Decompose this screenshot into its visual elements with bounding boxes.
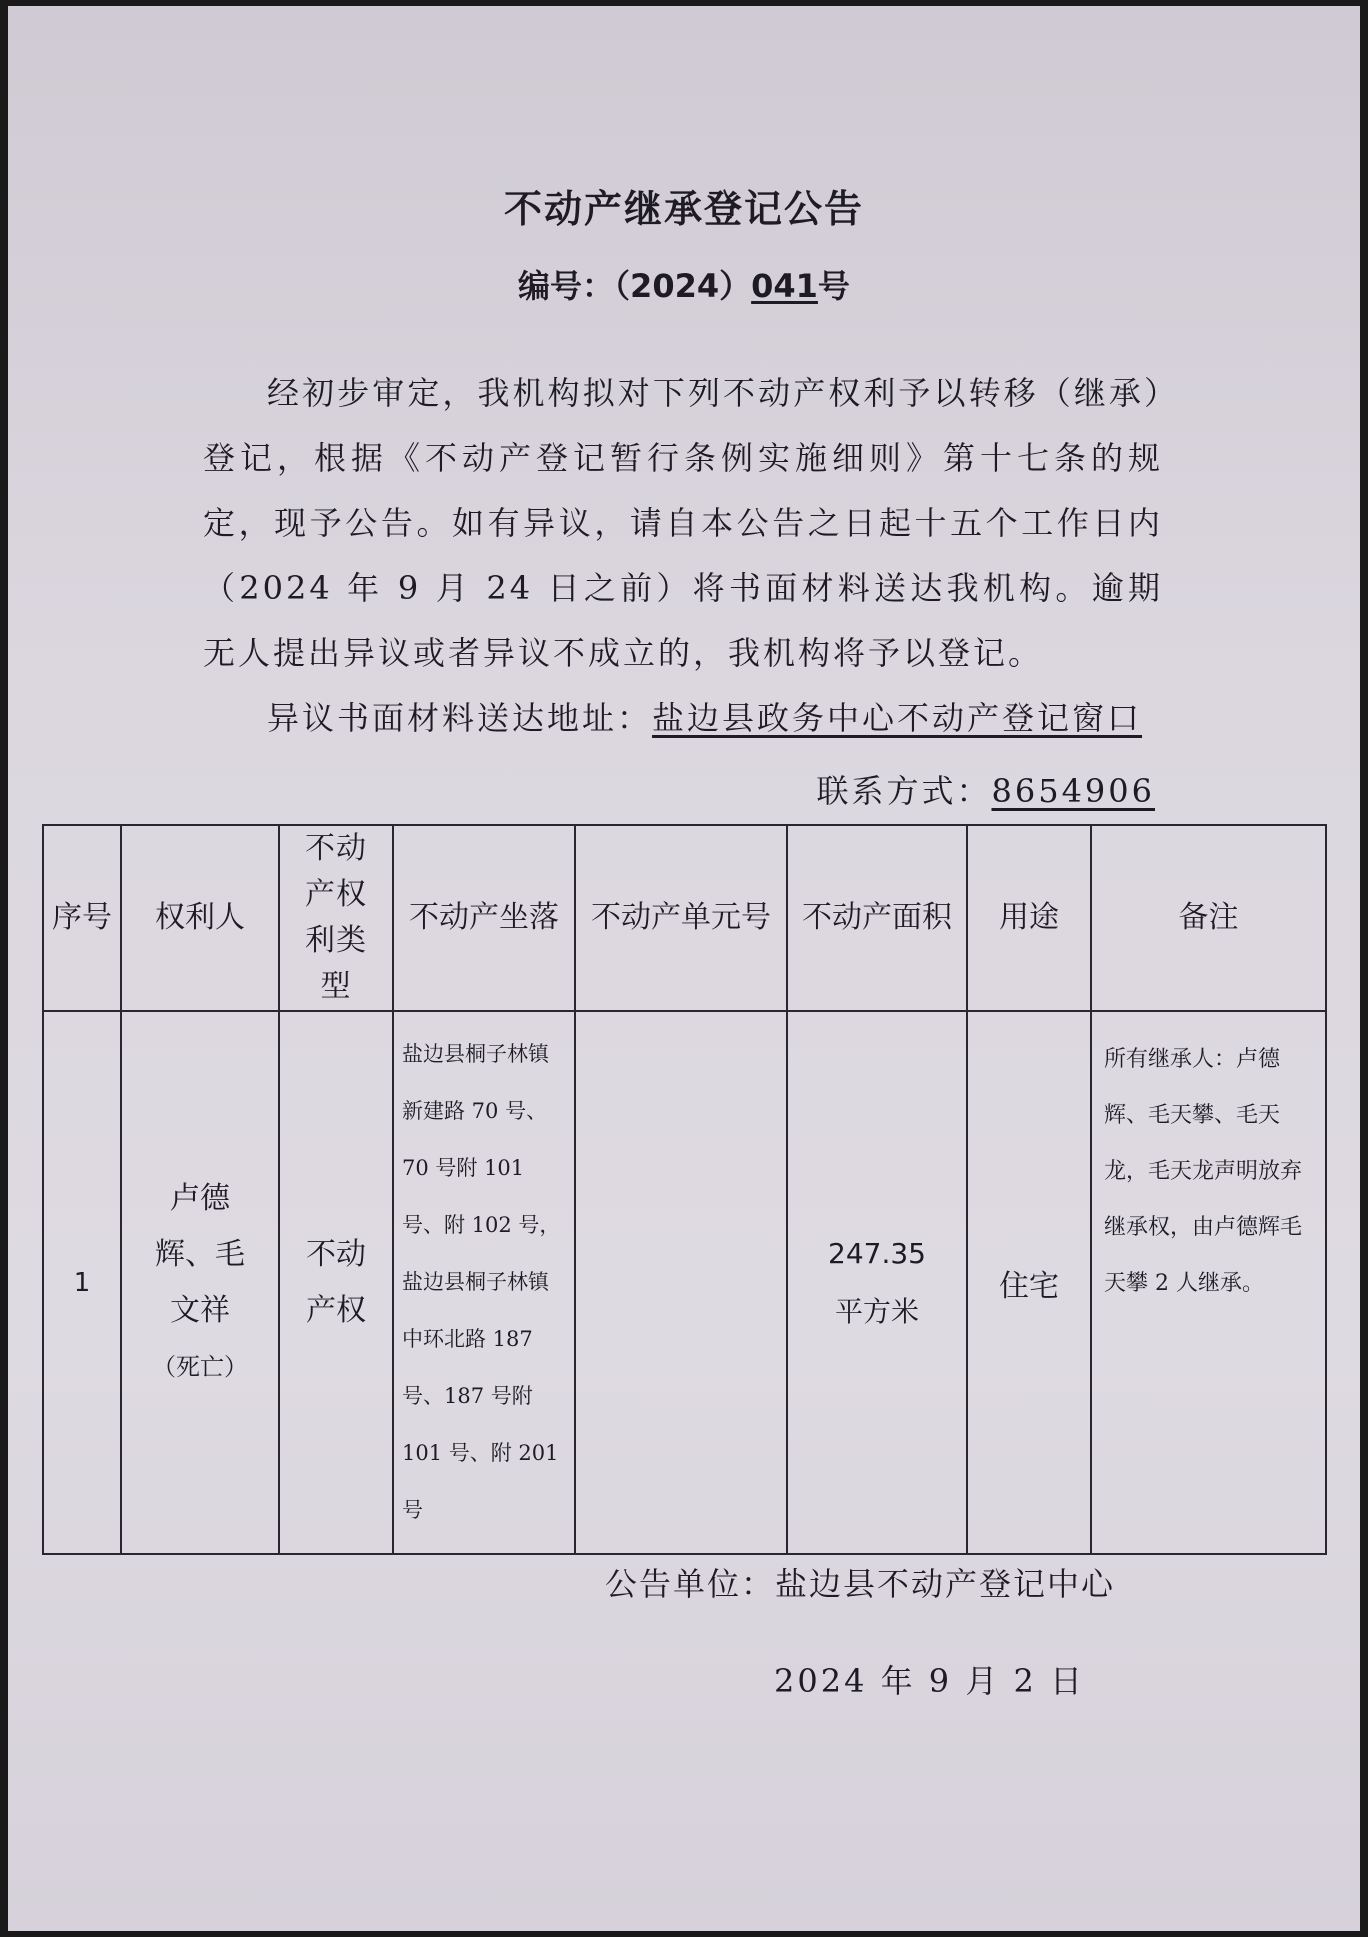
table-row: [43, 1011, 1326, 1554]
header-location: 不动产坐落: [393, 825, 575, 1011]
notice-number-value: 041: [751, 267, 818, 305]
notice-paragraph: 经初步审定，我机构拟对下列不动产权利予以转移（继承）登记，根据《不动产登记暂行条例实施细则》第十七条的规定，现予公告。如有异议，请自本公告之日起十五个工作日内（2024 年 9 月 24 日之前）将书面材料送达我机构。逾期无人提出异议或者异议不成立的，我机构将予以登记。: [203, 374, 1163, 672]
header-seq: 序号: [43, 825, 121, 1011]
cell-remark: 所有继承人：卢德辉、毛天攀、毛天龙，毛天龙声明放弃继承权，由卢德辉毛天攀 2 人继承。: [1091, 1011, 1326, 1554]
cell-location: 盐边县桐子林镇新建路 70 号、70 号附 101 号、附 102 号，盐边县桐子林镇中环北路 187 号、187 号附 101 号、附 201 号: [393, 1011, 575, 1554]
notice-number: [8, 261, 1360, 307]
notice-title: 不动产继承登记公告: [503, 187, 864, 231]
holder-status: （死亡）: [152, 1352, 248, 1381]
cell-unit-no: [575, 1011, 787, 1554]
cell-right-type: 不动产权: [279, 1011, 393, 1554]
header-right-type: 不动产权利类型: [279, 825, 393, 1011]
issuing-unit: [605, 1559, 1115, 1605]
contact-label: 联系方式：: [816, 772, 992, 810]
header-holder: 权利人: [121, 825, 279, 1011]
notice-paper: [8, 6, 1360, 1931]
area-value: 247.35: [828, 1236, 926, 1270]
property-table: [42, 824, 1327, 1555]
address-value: 盐边县政务中心不动产登记窗口: [652, 699, 1143, 737]
cell-holder: [121, 1011, 279, 1554]
issuing-unit-value: 盐边县不动产登记中心: [775, 1565, 1116, 1603]
area-unit: 平方米: [834, 1294, 919, 1328]
header-area: 不动产面积: [787, 825, 967, 1011]
issuing-unit-label: 公告单位：: [605, 1565, 776, 1603]
header-unit-no: 不动产单元号: [575, 825, 787, 1011]
table-header-row: [43, 825, 1326, 1011]
header-usage: 用途: [967, 825, 1091, 1011]
notice-body: [203, 361, 1163, 751]
objection-address: [203, 686, 1163, 751]
header-remark: 备注: [1091, 825, 1326, 1011]
cell-area: [787, 1011, 967, 1554]
notice-date: 2024 年 9 月 2 日: [774, 1662, 1086, 1700]
notice-number-prefix: 编号：（2024）: [518, 267, 752, 305]
address-label: 异议书面材料送达地址：: [267, 699, 653, 737]
contact-line: [816, 766, 1155, 812]
notice-number-suffix: 号: [817, 267, 850, 305]
cell-seq: 1: [43, 1011, 121, 1554]
cell-usage: 住宅: [967, 1011, 1091, 1554]
holder-names: 卢德辉、毛文祥: [155, 1180, 245, 1328]
contact-value: 8654906: [991, 772, 1155, 810]
